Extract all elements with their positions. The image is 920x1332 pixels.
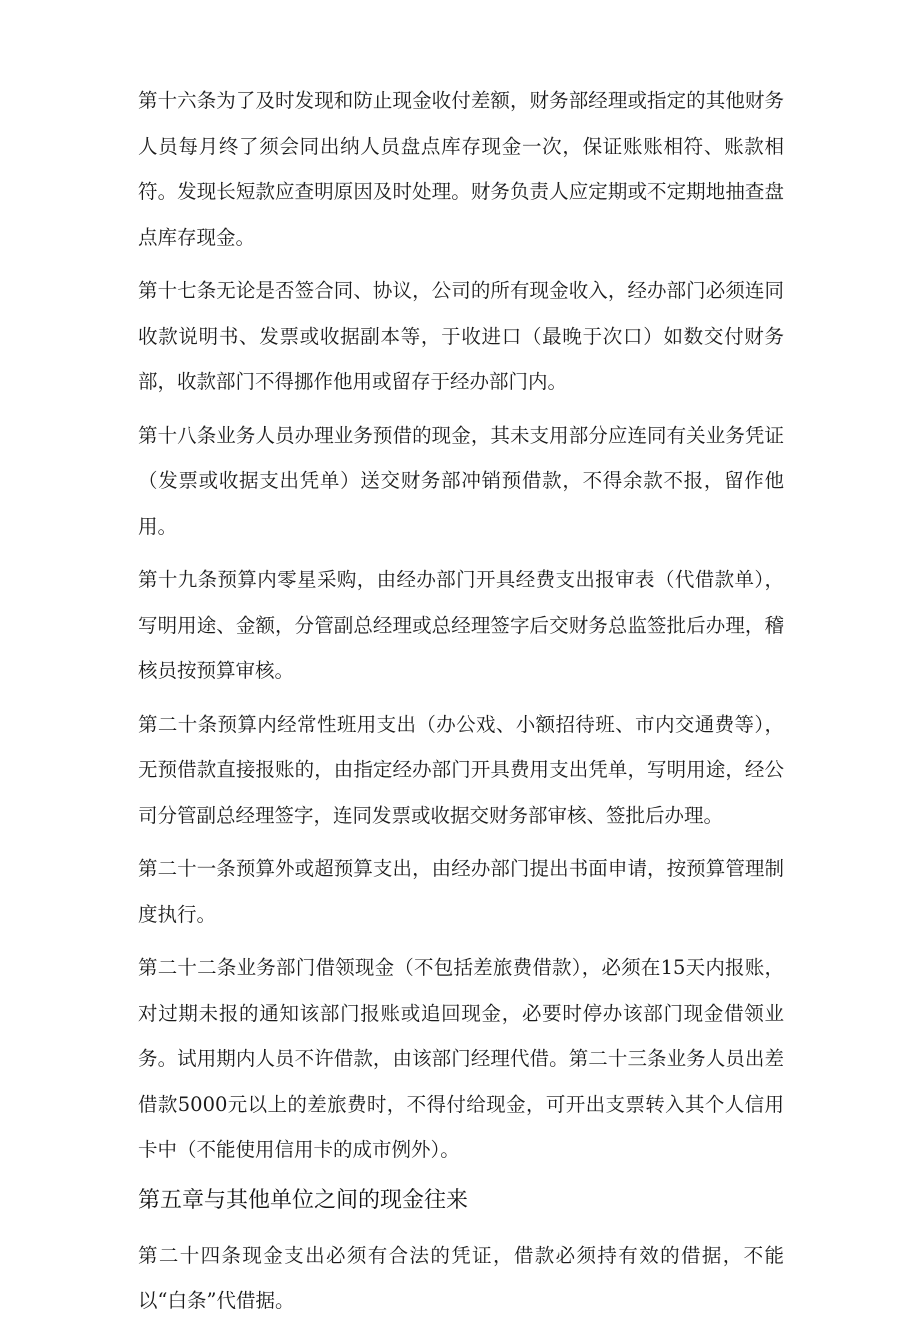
article-24: 第二十四条现金支出必须有合法的凭证，借款必须持有效的借据，不能以“白条”代借据。 <box>138 1243 784 1312</box>
article-19: 第十九条预算内零星采购，由经办部门开具经费支出报审表（代借款单），写明用途、金额，分管副总经理或总经理签字后交财务总监签批后办理，稽核员按预算审核。 <box>138 568 784 682</box>
article-16: 第十六条为了及时发现和防止现金收付差额，财务部经理或指定的其他财务人员每月终了须会同出纳人员盘点库存现金一次，保证账账相符、账款相符。发现长短款应查明原因及时处理。财务负责人应定期或不定期地抽查盘点库存现金。 <box>138 89 784 249</box>
article-21: 第二十一条预算外或超预算支出，由经办部门提出书面申请，按预算管理制度执行。 <box>138 857 784 926</box>
article-20: 第二十条预算内经常性班用支出（办公戏、小额招待班、市内交通费等），无预借款直接报账的，由指定经办部门开具费用支出凭单，写明用途，经公司分管副总经理签字，连同发票或收据交财务部审核、签批后办理。 <box>138 712 784 827</box>
article-17: 第十七条无论是否签合同、协议，公司的所有现金收入，经办部门必须连同收款说明书、发票或收据副本等，于收进口（最晚于次口）如数交付财务部，收款部门不得挪作他用或留存于经办部门内。 <box>138 279 784 393</box>
chapter-5-heading: 第五章与其他单位之间的现金往来 <box>138 1187 469 1213</box>
article-22-23: 第二十二条业务部门借领现金（不包括差旅费借款），必须在15天内报账，对过期未报的通知该部门报账或追回现金，必要时停办该部门现金借领业务。试用期内人员不许借款，由该部门经理代借。第二十三条业务人员出差借款5000元以上的差旅费时，不得付给现金，可开出支票转入其个人信用卡中（不能使用信用卡的成市例外）。 <box>138 956 784 1161</box>
article-18: 第十八条业务人员办理业务预借的现金，其未支用部分应连同有关业务凭证（发票或收据支出凭单）送交财务部冲销预借款，不得余款不报，留作他用。 <box>138 423 784 538</box>
document-page <box>138 78 784 1332</box>
